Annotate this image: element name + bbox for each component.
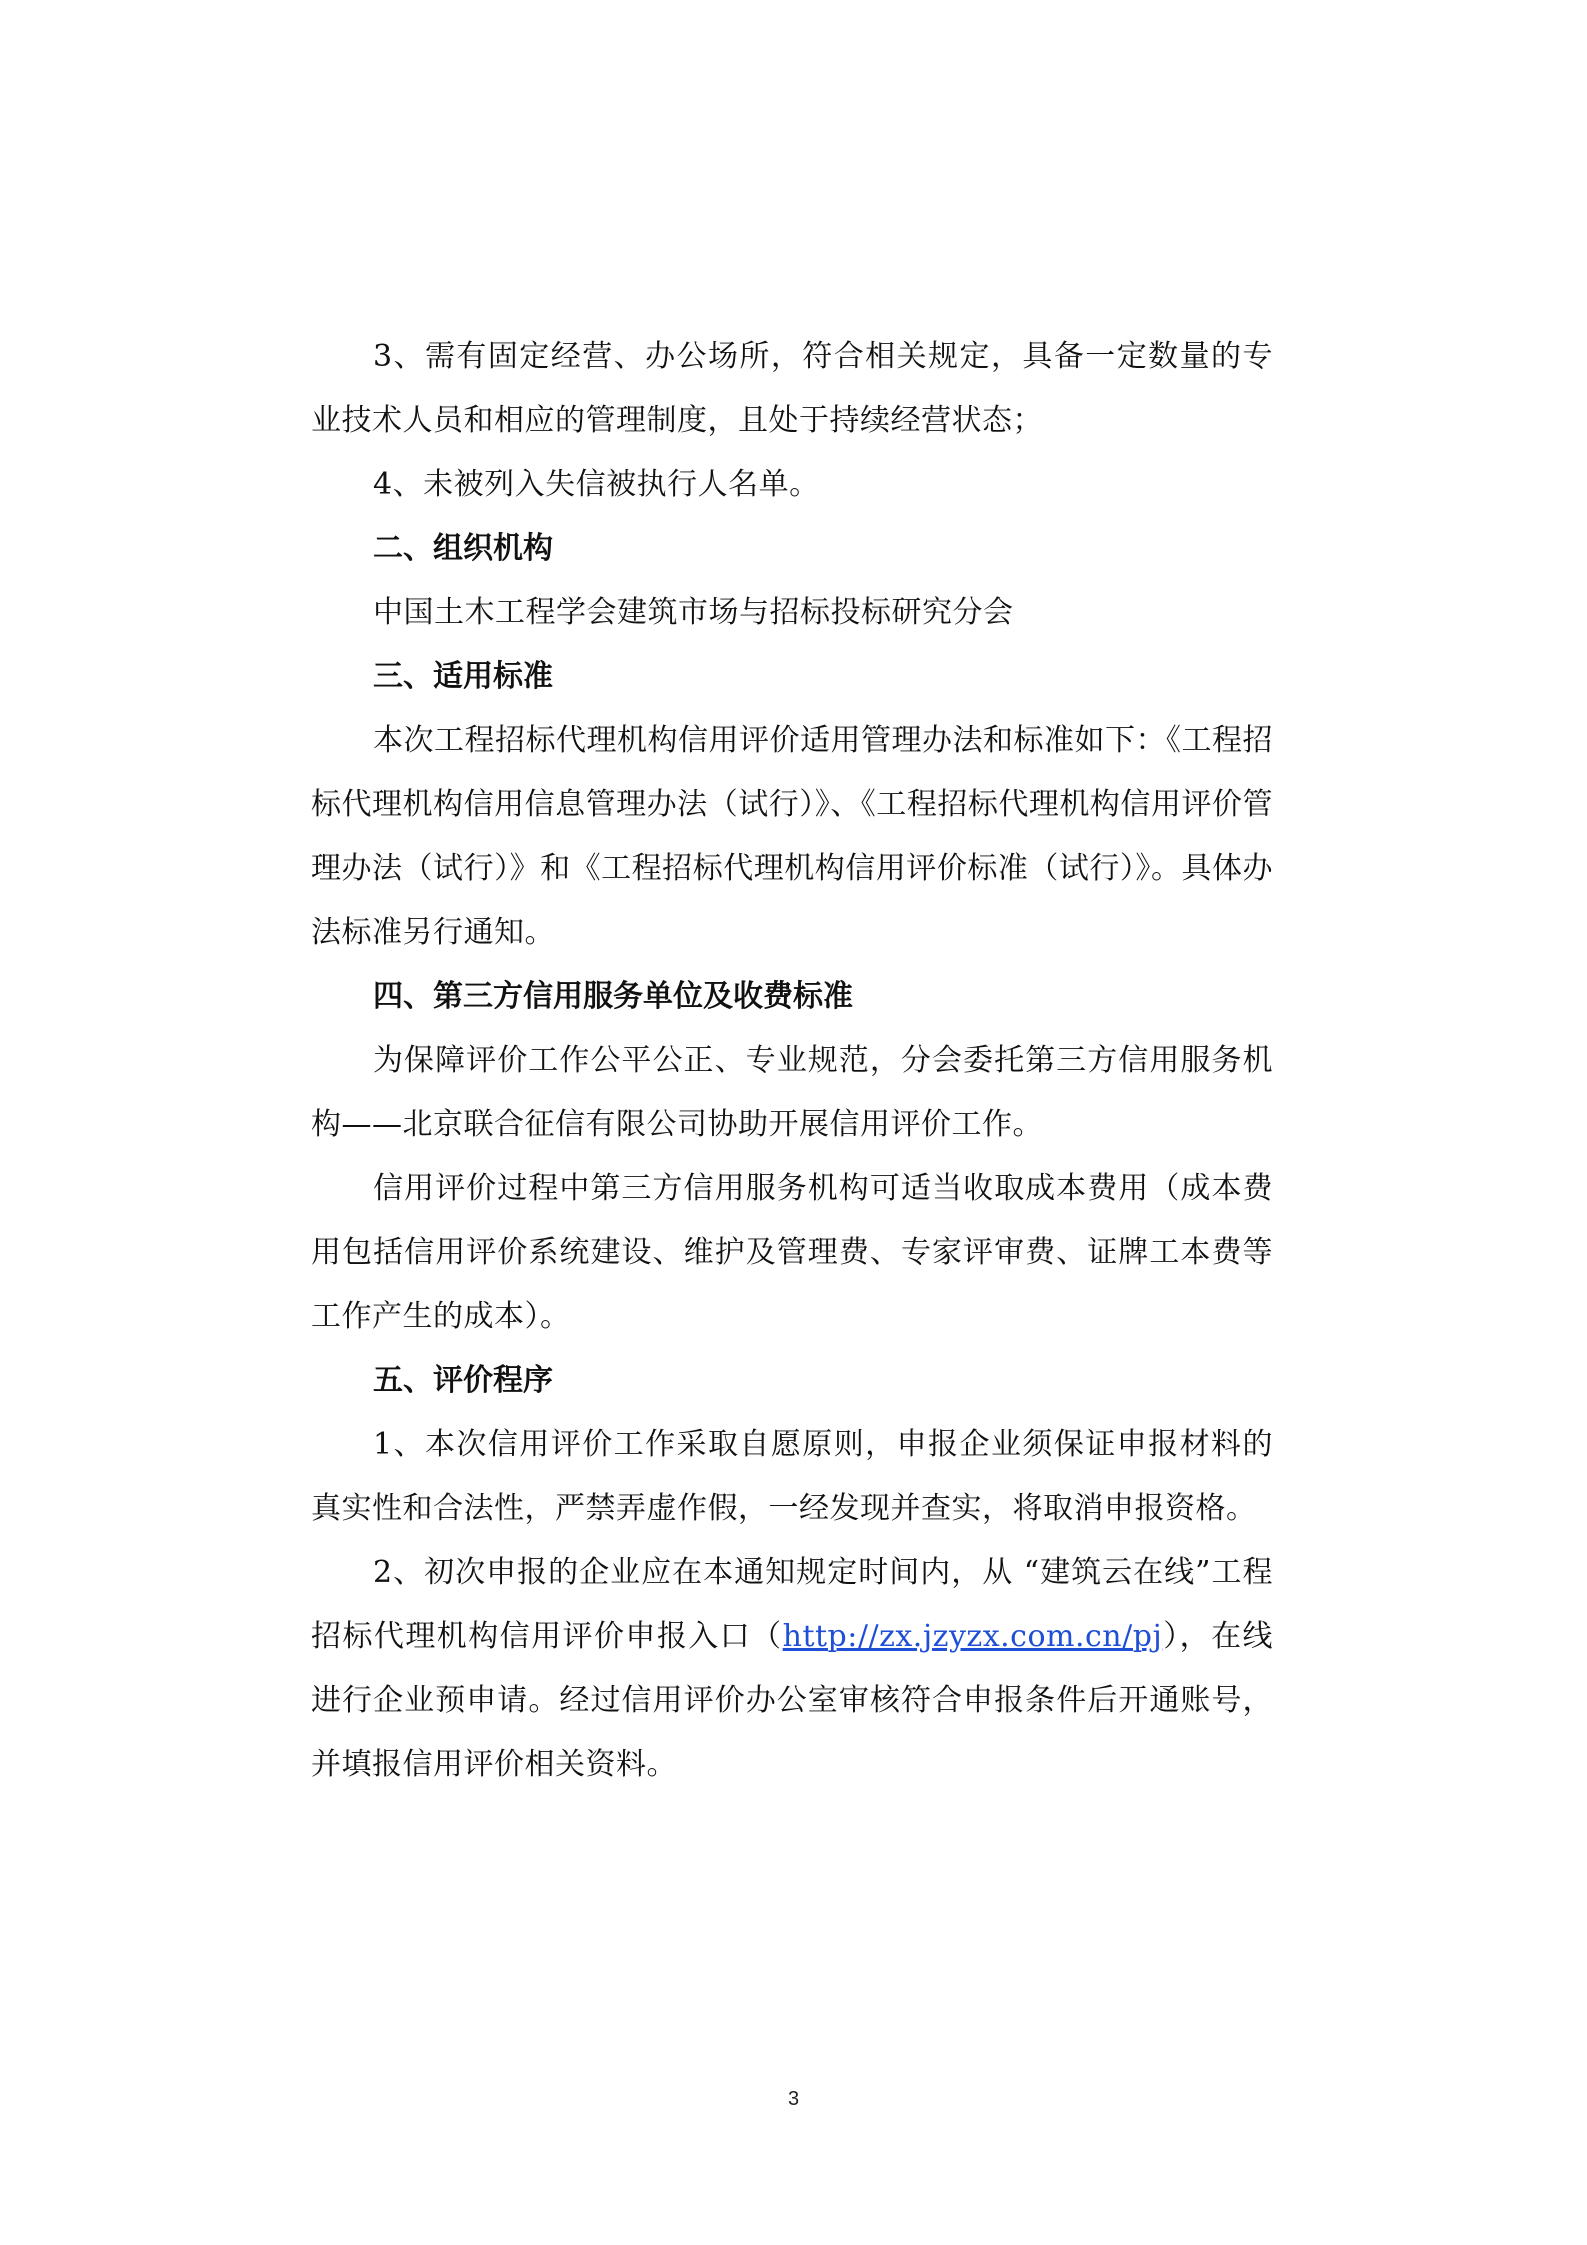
- paragraph-standards: 本次工程招标代理机构信用评价适用管理办法和标准如下：《工程招标代理机构信用信息管理办法（试行）》、《工程招标代理机构信用评价管理办法（试行）》和《工程招标代理机构信用评价标准（试行）》。具体办法标准另行通知。: [311, 723, 1273, 950]
- application-portal-link[interactable]: http://zx.jzyzx.com.cn/pj: [782, 1619, 1163, 1654]
- paragraph-organization: 中国土木工程学会建筑市场与招标投标研究分会: [373, 595, 1014, 630]
- paragraph-requirement-4: 4、未被列入失信被执行人名单。: [373, 467, 820, 502]
- paragraph-third-party-2: 信用评价过程中第三方信用服务机构可适当收取成本费用（成本费用包括信用评价系统建设、维护及管理费、专家评审费、证牌工本费等工作产生的成本）。: [311, 1171, 1273, 1334]
- paragraph-procedure-2: [311, 1541, 1273, 1797]
- paragraph-third-party-1: 为保障评价工作公平公正、专业规范，分会委托第三方信用服务机构——北京联合征信有限公司协助开展信用评价工作。: [311, 1043, 1273, 1142]
- section-heading-organization: 二、组织机构: [373, 531, 553, 566]
- document-body: [311, 325, 1273, 1797]
- section-heading-third-party: 四、第三方信用服务单位及收费标准: [373, 979, 853, 1014]
- paragraph-procedure-1: 1、本次信用评价工作采取自愿原则，申报企业须保证申报材料的真实性和合法性，严禁弄虚作假，一经发现并查实，将取消申报资格。: [311, 1427, 1273, 1526]
- procedure-2-text-before: 2、初次申报的企业应在本通知规定时间内，从 “建筑云在线”工程招标代理机构信用评价申报入口（: [311, 1555, 1273, 1654]
- section-heading-procedure: 五、评价程序: [373, 1363, 553, 1398]
- page-number: 3: [787, 2088, 800, 2110]
- paragraph-requirement-3: 3、需有固定经营、办公场所，符合相关规定，具备一定数量的专业技术人员和相应的管理制度，且处于持续经营状态；: [311, 339, 1273, 438]
- procedure-2-text-after: ），在线进行企业预申请。经过信用评价办公室审核符合申报条件后开通账号，并填报信用评价相关资料。: [311, 1619, 1274, 1782]
- section-heading-standards: 三、适用标准: [373, 659, 553, 694]
